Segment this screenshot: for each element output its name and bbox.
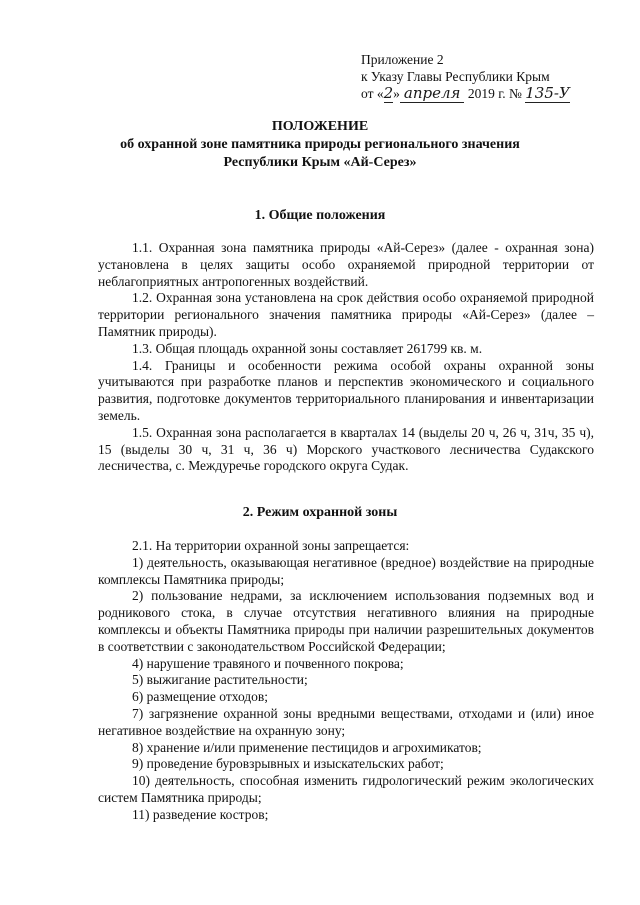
- handwritten-day: 2: [383, 84, 394, 102]
- document-subheading-line1: об охранной зоне памятника природы регионального значения: [120, 137, 520, 152]
- handwritten-month: апреля: [400, 84, 465, 103]
- paragraph-1-5: 1.5. Охранная зона располагается в кварталах 14 (выделы 20 ч, 26 ч, 31ч, 35 ч), 15 (выделы 30 ч, 31 ч, 36 ч) Морского участкового лесничества Судакского лесничества, с. Междуречье городского округа Судак.: [98, 424, 594, 474]
- document-heading: ПОЛОЖЕНИЕ: [271, 119, 369, 134]
- list-item: 1) деятельность, оказывающая негативное (вредное) воздействие на природные комплексы Памятника природы;: [98, 554, 594, 587]
- list-item: 4) нарушение травяного и почвенного покрова;: [132, 655, 404, 671]
- list-item: 11) разведение костров;: [132, 806, 269, 822]
- section2-heading: 2. Режим охранной зоны: [242, 505, 398, 520]
- list-item: 9) проведение буровзрывных и изыскательских работ;: [132, 756, 444, 772]
- list-item: 8) хранение и/или применение пестицидов и агрохимикатов;: [132, 739, 482, 755]
- section2-body: [98, 538, 594, 824]
- section1-body: [98, 240, 594, 475]
- paragraph-1-2: 1.2. Охранная зона установлена на срок действия особо охраняемой природной территории регионального значения памятника природы «Ай-Серез» (далее – Памятник природы).: [98, 290, 594, 339]
- date-prefix: от «: [361, 86, 384, 101]
- appendix-decree-ref: к Указу Главы Республики Крым: [361, 69, 550, 84]
- paragraph-1-1: 1.1. Охранная зона памятника природы «Ай-Серез» (далее - охранная зона) установлена в целях защиты особо охраняемой природной территории от неблагоприятных антропогенных воздействий.: [98, 240, 594, 289]
- list-item: 7) загрязнение охранной зоны вредными веществами, отходами и (или) иное негативное воздействие на охранную зону;: [98, 705, 594, 738]
- date-mid: »: [393, 86, 400, 101]
- section1-heading: 1. Общие положения: [254, 208, 386, 223]
- paragraph-1-3: 1.3. Общая площадь охранной зоны составляет 261799 кв. м.: [132, 340, 483, 356]
- section2-intro: 2.1. На территории охранной зоны запрещается:: [132, 538, 410, 553]
- date-year: 2019 г. №: [467, 86, 522, 101]
- list-item: 2) пользование недрами, за исключением использования подземных вод и родникового стока, в случае отсутствия негативного влияния на природные комплексы и объекты Памятника природы при наличии разрешительных документов в соответствии с законодательством Российской Федерации;: [98, 588, 594, 654]
- list-item: 5) выжигание растительности;: [132, 672, 308, 688]
- appendix-date-number: [361, 85, 570, 102]
- paragraph-1-4: 1.4. Границы и особенности режима особой охраны охранной зоны учитываются при разработке планов и перспектив экономического и социального развития, подготовке документов территориального планирования и инвентаризации земель.: [98, 357, 594, 423]
- list-item: 10) деятельность, способная изменить гидрологический режим экологических систем Памятника природы;: [98, 773, 594, 805]
- appendix-title: Приложение 2: [361, 52, 444, 67]
- appendix-block: [361, 51, 570, 102]
- list-item: 6) размещение отходов;: [132, 689, 269, 705]
- document-subheading-line2: Республики Крым «Ай-Серез»: [223, 155, 417, 170]
- handwritten-number: 135-У: [525, 84, 570, 102]
